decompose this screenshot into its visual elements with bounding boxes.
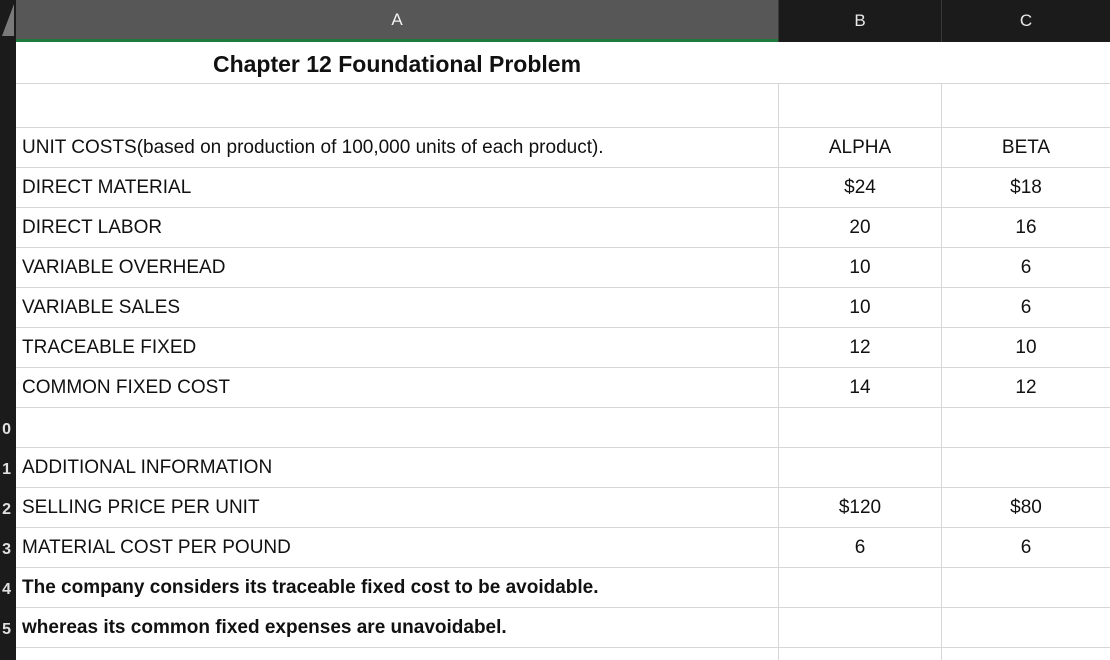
- cell[interactable]: [778, 408, 941, 448]
- row-number-gutter: [0, 42, 16, 660]
- row-number[interactable]: 1: [2, 461, 11, 478]
- cell[interactable]: VARIABLE OVERHEAD: [22, 257, 226, 278]
- cell[interactable]: UNIT COSTS(based on production of 100,000 units of each product).: [22, 137, 604, 158]
- cell[interactable]: TRACEABLE FIXED: [22, 337, 197, 358]
- cell[interactable]: $120: [778, 488, 941, 528]
- cell[interactable]: 6: [778, 528, 941, 568]
- table-row: [16, 328, 1110, 368]
- cell[interactable]: 10: [778, 248, 941, 288]
- cell[interactable]: [941, 448, 1110, 488]
- cell[interactable]: [778, 448, 941, 488]
- cell[interactable]: 10: [941, 328, 1110, 368]
- column-header-c[interactable]: C: [941, 0, 1110, 42]
- cell[interactable]: [941, 408, 1110, 448]
- column-header-b[interactable]: B: [778, 0, 941, 42]
- cell[interactable]: MATERIAL COST PER POUND: [22, 537, 291, 558]
- table-row: [16, 128, 1110, 168]
- cell[interactable]: DIRECT MATERIAL: [22, 177, 192, 198]
- row-number[interactable]: 5: [2, 621, 11, 638]
- cell[interactable]: 20: [778, 208, 941, 248]
- cell[interactable]: $18: [941, 168, 1110, 208]
- table-row: [16, 84, 1110, 128]
- cell[interactable]: $24: [778, 168, 941, 208]
- table-row: [16, 648, 1110, 660]
- cell[interactable]: $80: [941, 488, 1110, 528]
- cell[interactable]: [778, 608, 941, 648]
- table-row: [16, 608, 1110, 648]
- table-row: [16, 288, 1110, 328]
- cell[interactable]: 10: [778, 288, 941, 328]
- cell[interactable]: [778, 568, 941, 608]
- select-all-corner[interactable]: [0, 0, 16, 42]
- cell[interactable]: 16: [941, 208, 1110, 248]
- cell[interactable]: ALPHA: [778, 128, 941, 168]
- cell[interactable]: [16, 84, 778, 124]
- cell[interactable]: [941, 44, 1110, 84]
- cell[interactable]: [941, 568, 1110, 608]
- cell[interactable]: 12: [941, 368, 1110, 408]
- cell[interactable]: [941, 84, 1110, 128]
- table-row: [16, 368, 1110, 408]
- cell[interactable]: [941, 608, 1110, 648]
- row-number[interactable]: 4: [2, 581, 11, 598]
- cell[interactable]: [16, 408, 778, 448]
- cell[interactable]: whereas its common fixed expenses are unavoidabel.: [22, 617, 507, 638]
- cell[interactable]: [778, 84, 941, 128]
- table-row: [16, 488, 1110, 528]
- cell[interactable]: BETA: [941, 128, 1110, 168]
- cell[interactable]: SELLING PRICE PER UNIT: [22, 497, 260, 518]
- table-row: [16, 248, 1110, 288]
- cell[interactable]: [778, 648, 941, 660]
- title-row: [16, 44, 1110, 84]
- table-row: [16, 208, 1110, 248]
- cell[interactable]: VARIABLE SALES: [22, 297, 181, 318]
- table-row: [16, 568, 1110, 608]
- cell[interactable]: 12: [778, 328, 941, 368]
- row-number[interactable]: 3: [2, 541, 11, 558]
- column-header-a[interactable]: A: [16, 0, 778, 42]
- row-number[interactable]: 0: [2, 421, 11, 438]
- table-row: [16, 168, 1110, 208]
- cell[interactable]: ADDITIONAL INFORMATION: [22, 457, 273, 478]
- table-row: [16, 528, 1110, 568]
- cell-title[interactable]: Chapter 12 Foundational Problem: [212, 50, 582, 77]
- table-row: [16, 448, 1110, 488]
- row-number[interactable]: 2: [2, 501, 11, 518]
- cell[interactable]: COMMON FIXED COST: [22, 377, 230, 398]
- cell[interactable]: 6: [941, 528, 1110, 568]
- cell[interactable]: [941, 648, 1110, 660]
- cell[interactable]: 14: [778, 368, 941, 408]
- select-all-icon: [2, 4, 14, 36]
- cell[interactable]: DIRECT LABOR: [22, 217, 163, 238]
- cell[interactable]: [16, 648, 778, 660]
- cell[interactable]: 6: [941, 248, 1110, 288]
- table-row: [16, 408, 1110, 448]
- cell[interactable]: 6: [941, 288, 1110, 328]
- cell[interactable]: [778, 44, 941, 84]
- cell[interactable]: The company considers its traceable fixed cost to be avoidable.: [22, 577, 599, 598]
